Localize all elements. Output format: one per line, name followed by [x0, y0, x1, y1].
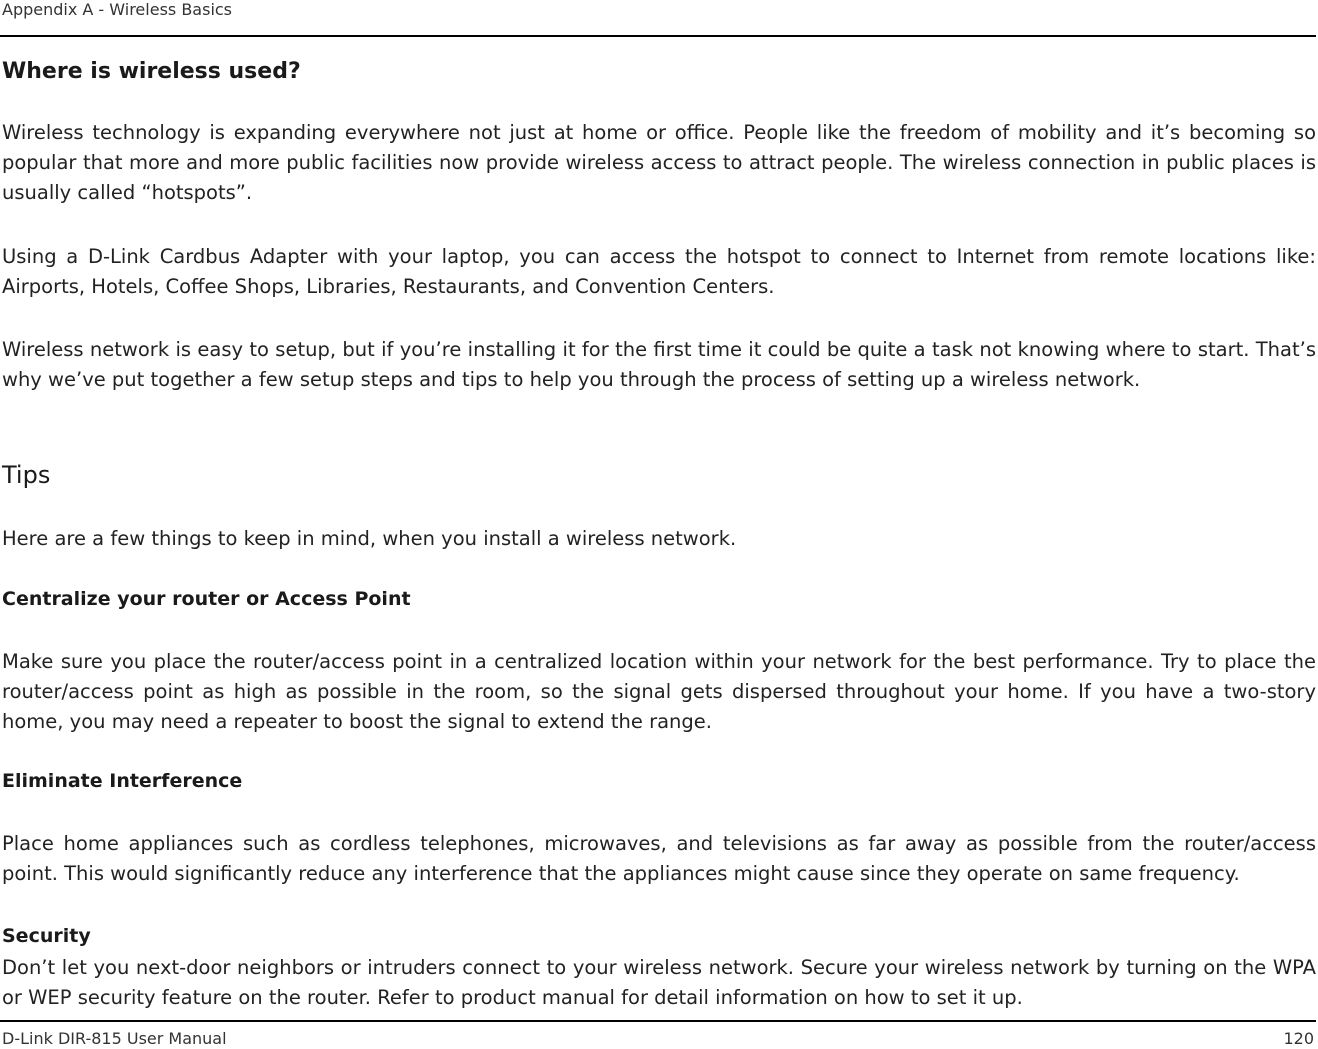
security-paragraph: Don’t let you next-door neighbors or intruders connect to your wireless network. Secure your wireless network by turning on the WPA or WEP security feature on the router. Refer to product manual for detail information on how to set it up. [2, 956, 1316, 1009]
running-header: Appendix A - Wireless Basics [2, 0, 233, 19]
footer-manual-name: D-Link DIR-815 User Manual [2, 1029, 227, 1048]
tips-heading: Tips [2, 461, 51, 489]
header-divider [0, 35, 1316, 37]
centralize-paragraph: Make sure you place the router/access point in a centralized location within your network for the best performance. Try to place the router/access point as high as possible in the room, so the signal gets dispersed throughout your home. If you have a two-story home, you may need a repeater to boost the signal to extend the range. [2, 650, 1316, 733]
where-paragraph-1: Wireless technology is expanding everywhere not just at home or office. People like the freedom of mobility and it’s becoming so popular that more and more public facilities now provide wireless access to attract people. The wireless connection in public places is usually called “hotspots”. [2, 121, 1316, 204]
where-paragraph-3: Wireless network is easy to setup, but if you’re installing it for the first time it could be quite a task not knowing where to start. That’s why we’ve put together a few setup steps and tips to help you through the process of setting up a wireless network. [2, 338, 1316, 391]
footer-page-number: 120 [1283, 1029, 1314, 1048]
where-paragraph-2: Using a D-Link Cardbus Adapter with your laptop, you can access the hotspot to connect to Internet from remote locations like: Airports, Hotels, Coffee Shops, Libraries, Restaurants, and Convention Centers. [2, 245, 1316, 298]
tips-intro: Here are a few things to keep in mind, when you install a wireless network. [2, 527, 737, 550]
interference-heading: Eliminate Interference [2, 770, 243, 792]
security-heading: Security [2, 925, 91, 947]
footer-divider [0, 1020, 1316, 1022]
centralize-heading: Centralize your router or Access Point [2, 588, 411, 610]
interference-paragraph: Place home appliances such as cordless telephones, microwaves, and televisions as far away as possible from the router/access point. This would significantly reduce any interference that the appliances might cause since they operate on same frequency. [2, 832, 1316, 885]
where-heading: Where is wireless used? [2, 59, 301, 84]
